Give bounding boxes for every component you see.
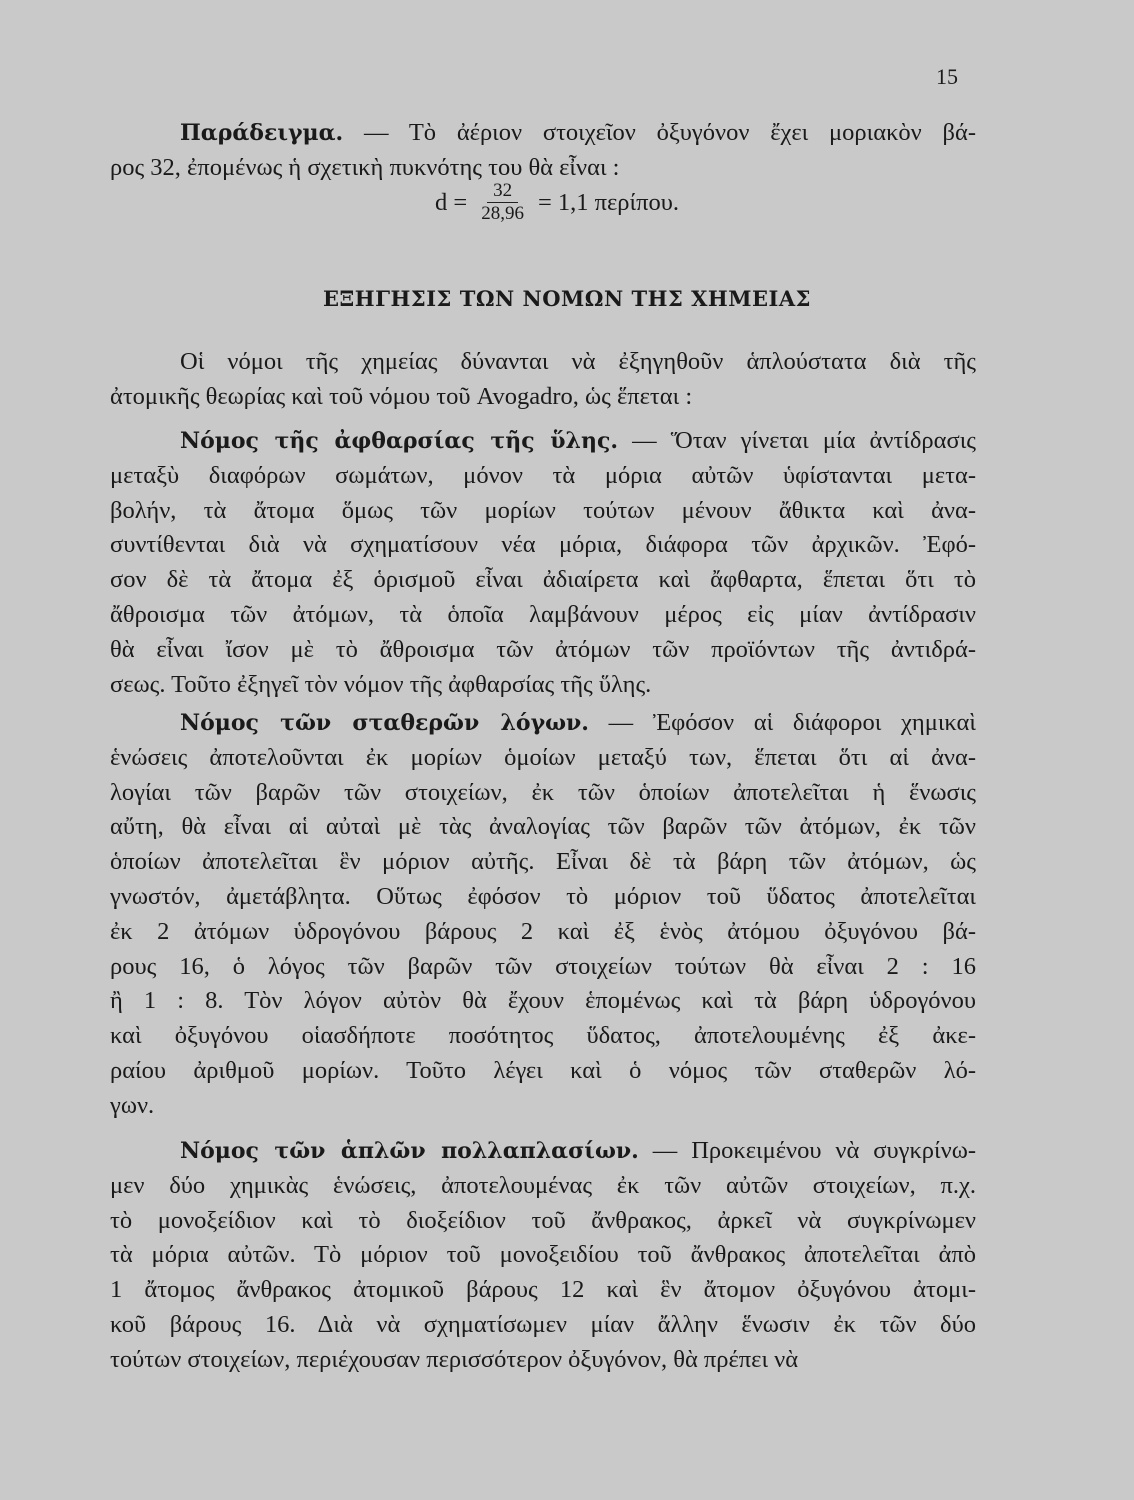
- fraction: [481, 180, 524, 225]
- paragraph: [110, 1134, 976, 1378]
- text-line: βολήν, τὰ ἄτομα ὅμως τῶν μορίων τούτων μένουν ἄθικτα καὶ ἀνα-: [110, 496, 976, 524]
- text-line: σεως. Τοῦτο ἐξηγεῖ τὸν νόμον τῆς ἀφθαρσίας τῆς ὕλης.: [110, 670, 652, 698]
- line-text: — Προκειμένου νὰ συγκρίνω-: [638, 1137, 976, 1164]
- section-heading: ΕΞΗΓΗΣΙΣ ΤΩΝ ΝΟΜΩΝ ΤΗΣ ΧΗΜΕΙΑΣ: [323, 286, 811, 311]
- text-line: [110, 424, 976, 459]
- text-line: ρους 16, ὁ λόγος τῶν βαρῶν τῶν στοιχείων τούτων θὰ εἶναι 2 : 16: [110, 952, 976, 980]
- text-line: ὁποίων ἀποτελεῖται ἓν μόριον αὐτῆς. Εἶναι δὲ τὰ βάρη τῶν ἀτόμων, ὡς: [110, 848, 976, 876]
- text-line: κοῦ βάρους 16. Διὰ νὰ σχηματίσωμεν μίαν ἄλλην ἕνωσιν ἐκ τῶν δύο: [110, 1310, 976, 1338]
- example-block: [110, 116, 976, 186]
- text-line: σον δὲ τὰ ἄτομα ἐξ ὁρισμοῦ εἶναι ἀδιαίρετα καὶ ἄφθαρτα, ἕπεται ὅτι τὸ: [110, 566, 976, 594]
- law-title: Νόμος τῶν ἁπλῶν πολλαπλασίων.: [180, 1138, 639, 1164]
- text-line: αὔτη, θὰ εἶναι αἱ αὐταὶ μὲ τὰς ἀναλογίας τῶν βαρῶν τῶν ἀτόμων, ἐκ τῶν: [110, 813, 976, 841]
- text-line: [110, 1134, 976, 1169]
- page-number: 15: [936, 64, 958, 89]
- text-line: γων.: [110, 1091, 155, 1119]
- denominator: 28,96: [481, 203, 524, 224]
- density-formula: [435, 180, 679, 225]
- text-line: μεν δύο χημικὰς ἑνώσεις, ἀποτελουμένας ἐκ τῶν αὐτῶν στοιχείων, π.χ.: [110, 1171, 976, 1199]
- text-line: καὶ ὀξυγόνου οἱασδήποτε ποσότητος ὕδατος, ἀποτελουμένης ἐξ ἀκε-: [110, 1022, 976, 1050]
- text-line: ἐκ 2 ἀτόμων ὑδρογόνου βάρους 2 καὶ ἐξ ἑνὸς ἀτόμου ὀξυγόνου βά-: [110, 917, 976, 945]
- text-line: ἑνώσεις ἀποτελοῦνται ἐκ μορίων ὁμοίων μεταξύ των, ἕπεται ὅτι αἱ ἀνα-: [110, 743, 976, 771]
- paragraph: [110, 706, 976, 1124]
- text-line: 1 ἄτομος ἄνθρακος ἀτομικοῦ βάρους 12 καὶ ἓν ἄτομον ὀξυγόνου ἀτομι-: [110, 1276, 976, 1304]
- law-title: Νόμος τῶν σταθερῶν λόγων.: [180, 710, 589, 736]
- law-title: Νόμος τῆς ἀφθαρσίας τῆς ὕλης.: [180, 428, 618, 454]
- example-label: Παράδειγμα.: [180, 120, 344, 146]
- formula-result: = 1,1 περίπου.: [537, 188, 679, 216]
- text-line: γνωστόν, ἀμετάβλητα. Οὕτως ἐφόσον τὸ μόριον τοῦ ὕδατος ἀποτελεῖται: [110, 882, 976, 910]
- text-line: τὰ μόρια αὐτῶν. Τὸ μόριον τοῦ μονοξειδίου τοῦ ἄνθρακος ἀποτελεῖται ἀπὸ: [110, 1241, 976, 1269]
- text-line: συντίθενται διὰ νὰ σχηματίσουν νέα μόρια, διάφορα τῶν ἀρχικῶν. Ἐφό-: [110, 531, 976, 559]
- paragraph: [110, 424, 976, 702]
- text-line: ἄθροισμα τῶν ἀτόμων, τὰ ὁποῖα λαμβάνουν μέρος εἰς μίαν ἀντίδρασιν: [110, 600, 976, 628]
- text-line: τὸ μονοξείδιον καὶ τὸ διοξείδιον τοῦ ἄνθρακος, ἀρκεῖ νὰ συγκρίνωμεν: [110, 1206, 976, 1234]
- line-text: — Ἐφόσον αἱ διάφοροι χημικαὶ: [588, 709, 976, 736]
- text-line: [110, 706, 976, 741]
- numerator: 32: [487, 180, 518, 203]
- text-line: Παράδειγμα. — Τὸ ἀέριον στοιχεῖον ὀξυγόνον ἔχει μοριακὸν βά-: [180, 119, 976, 146]
- text-line: λογίαι τῶν βαρῶν τῶν στοιχείων, ἐκ τῶν ὁποίων ἀποτελεῖται ἡ ἕνωσις: [110, 778, 976, 806]
- text-line: ρος 32, ἐπομένως ἡ σχετικὴ πυκνότης του θὰ εἶναι :: [110, 153, 620, 181]
- paragraph: [110, 345, 976, 415]
- text-line: θὰ εἶναι ἴσον μὲ τὸ ἄθροισμα τῶν ἀτόμων τῶν προϊόντων τῆς ἀντιδρά-: [110, 635, 976, 663]
- text-line: τούτων στοιχείων, περιέχουσαν περισσότερον ὀξυγόνον, θὰ πρέπει νὰ: [110, 1345, 799, 1373]
- text-line: ραίου ἀριθμοῦ μορίων. Τοῦτο λέγει καὶ ὁ νόμος τῶν σταθερῶν λό-: [110, 1056, 976, 1084]
- formula-lhs: d =: [435, 188, 468, 216]
- text-line: μεταξὺ διαφόρων σωμάτων, μόνον τὰ μόρια αὐτῶν ὑφίστανται μετα-: [110, 461, 976, 489]
- text-line: ἢ 1 : 8. Τὸν λόγον αὐτὸν θὰ ἔχουν ἑπομένως καὶ τὰ βάρη ὑδρογόνου: [110, 987, 976, 1015]
- text-line: ἀτομικῆς θεωρίας καὶ τοῦ νόμου τοῦ Avogadro, ὡς ἕπεται :: [110, 382, 693, 410]
- line-text: — Ὅταν γίνεται μία ἀντίδρασις: [618, 427, 976, 454]
- text-line: Οἱ νόμοι τῆς χημείας δύνανται νὰ ἐξηγηθοῦν ἁπλούστατα διὰ τῆς: [180, 348, 976, 375]
